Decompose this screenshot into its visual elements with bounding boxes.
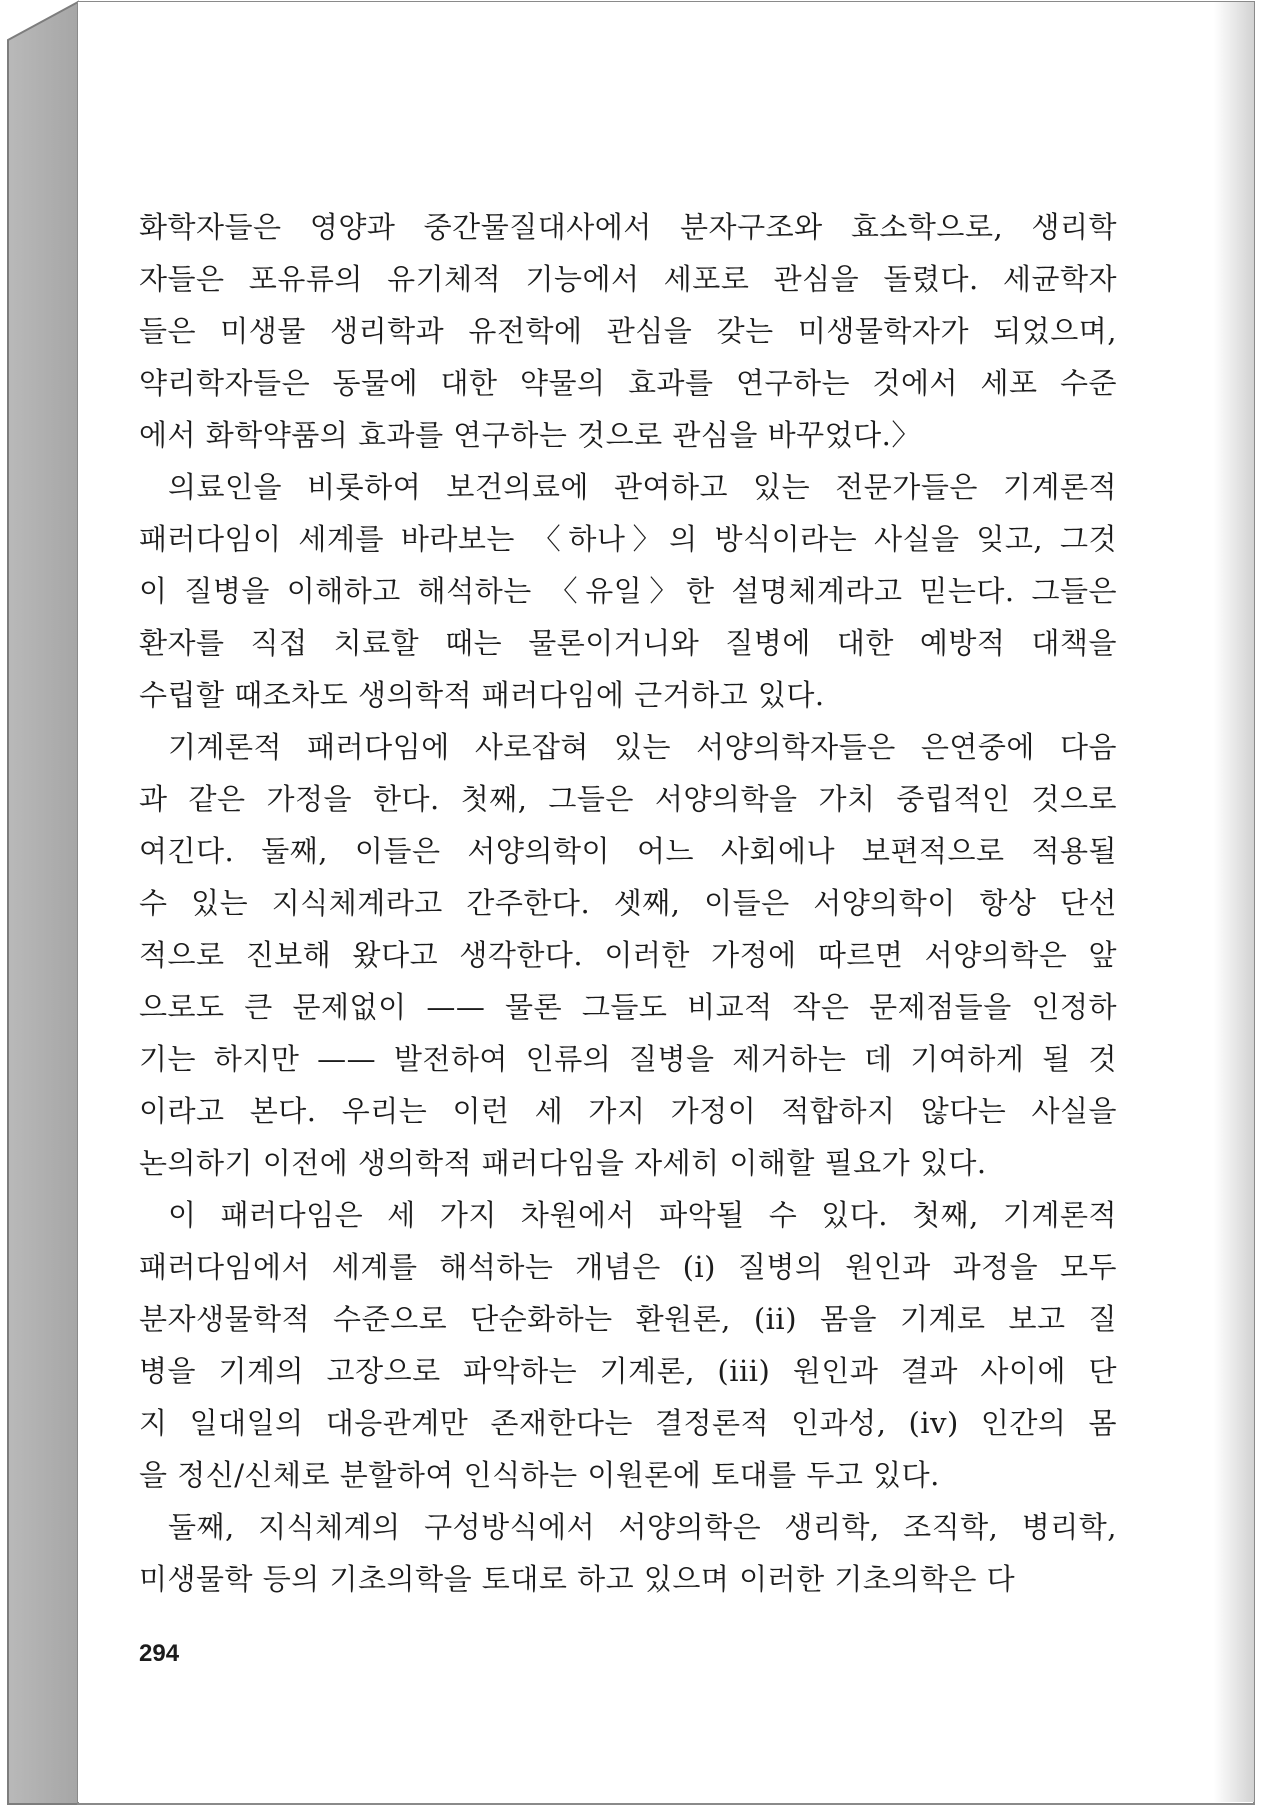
- text-line: 환자를 직접 치료할 때는 물론이거니와 질병에 대한 예방적 대책을: [139, 626, 1117, 660]
- text-line: 화학자들은 영양과 중간물질대사에서 분자구조와 효소학으로, 생리학: [139, 210, 1117, 244]
- text-line: 지 일대일의 대응관계만 존재한다는 결정론적 인과성, (iv) 인간의 몸: [139, 1406, 1117, 1440]
- text-line: 논의하기 이전에 생의학적 패러다임을 자세히 이해할 필요가 있다.: [139, 1146, 987, 1180]
- text-line: 이라고 본다. 우리는 이런 세 가지 가정이 적합하지 않다는 사실을: [139, 1094, 1117, 1128]
- text-line: 에서 화학약품의 효과를 연구하는 것으로 관심을 바꾸었다.〉: [139, 418, 921, 452]
- text-line: 미생물학 등의 기초의학을 토대로 하고 있으며 이러한 기초의학은 다: [139, 1562, 1016, 1596]
- text-line: 약리학자들은 동물에 대한 약물의 효과를 연구하는 것에서 세포 수준: [139, 366, 1117, 400]
- text-line: 기계론적 패러다임에 사로잡혀 있는 서양의학자들은 은연중에 다음: [168, 730, 1117, 764]
- text-line: 수 있는 지식체계라고 간주한다. 셋째, 이들은 서양의학이 항상 단선: [139, 886, 1117, 920]
- text-line: 자들은 포유류의 유기체적 기능에서 세포로 관심을 돌렸다. 세균학자: [139, 262, 1117, 296]
- text-line: 병을 기계의 고장으로 파악하는 기계론, (iii) 원인과 결과 사이에 단: [139, 1354, 1117, 1388]
- text-line: 수립할 때조차도 생의학적 패러다임에 근거하고 있다.: [139, 678, 825, 712]
- text-line: 패러다임에서 세계를 해석하는 개념은 (i) 질병의 원인과 과정을 모두: [139, 1250, 1117, 1284]
- text-line: 적으로 진보해 왔다고 생각한다. 이러한 가정에 따르면 서양의학은 앞: [139, 938, 1117, 972]
- text-line: 으로도 큰 문제없이 —— 물론 그들도 비교적 작은 문제점들을 인정하: [139, 990, 1117, 1024]
- page-number: 294: [139, 1640, 180, 1667]
- text-line: 을 정신/신체로 분할하여 인식하는 이원론에 토대를 두고 있다.: [139, 1458, 940, 1492]
- text-line: 의료인을 비롯하여 보건의료에 관여하고 있는 전문가들은 기계론적: [168, 470, 1117, 504]
- page-edge-shadow: [1214, 2, 1254, 1802]
- text-line: 기는 하지만 —— 발전하여 인류의 질병을 제거하는 데 기여하게 될 것: [139, 1042, 1117, 1076]
- text-line: 둘째, 지식체계의 구성방식에서 서양의학은 생리학, 조직학, 병리학,: [168, 1510, 1117, 1544]
- text-line: 들은 미생물 생리학과 유전학에 관심을 갖는 미생물학자가 되었으며,: [139, 314, 1117, 348]
- text-line: 여긴다. 둘째, 이들은 서양의학이 어느 사회에나 보편적으로 적용될: [139, 834, 1117, 868]
- text-line: 분자생물학적 수준으로 단순화하는 환원론, (ii) 몸을 기계로 보고 질: [139, 1302, 1117, 1336]
- text-line: 이 패러다임은 세 가지 차원에서 파악될 수 있다. 첫째, 기계론적: [168, 1198, 1117, 1232]
- text-line: 이 질병을 이해하고 해석하는 〈유일〉한 설명체계라고 믿는다. 그들은: [139, 574, 1117, 608]
- body-text: [139, 201, 1117, 1605]
- text-line: 과 같은 가정을 한다. 첫째, 그들은 서양의학을 가치 중립적인 것으로: [139, 782, 1117, 816]
- text-line: 패러다임이 세계를 바라보는 〈하나〉의 방식이라는 사실을 잊고, 그것: [139, 522, 1117, 556]
